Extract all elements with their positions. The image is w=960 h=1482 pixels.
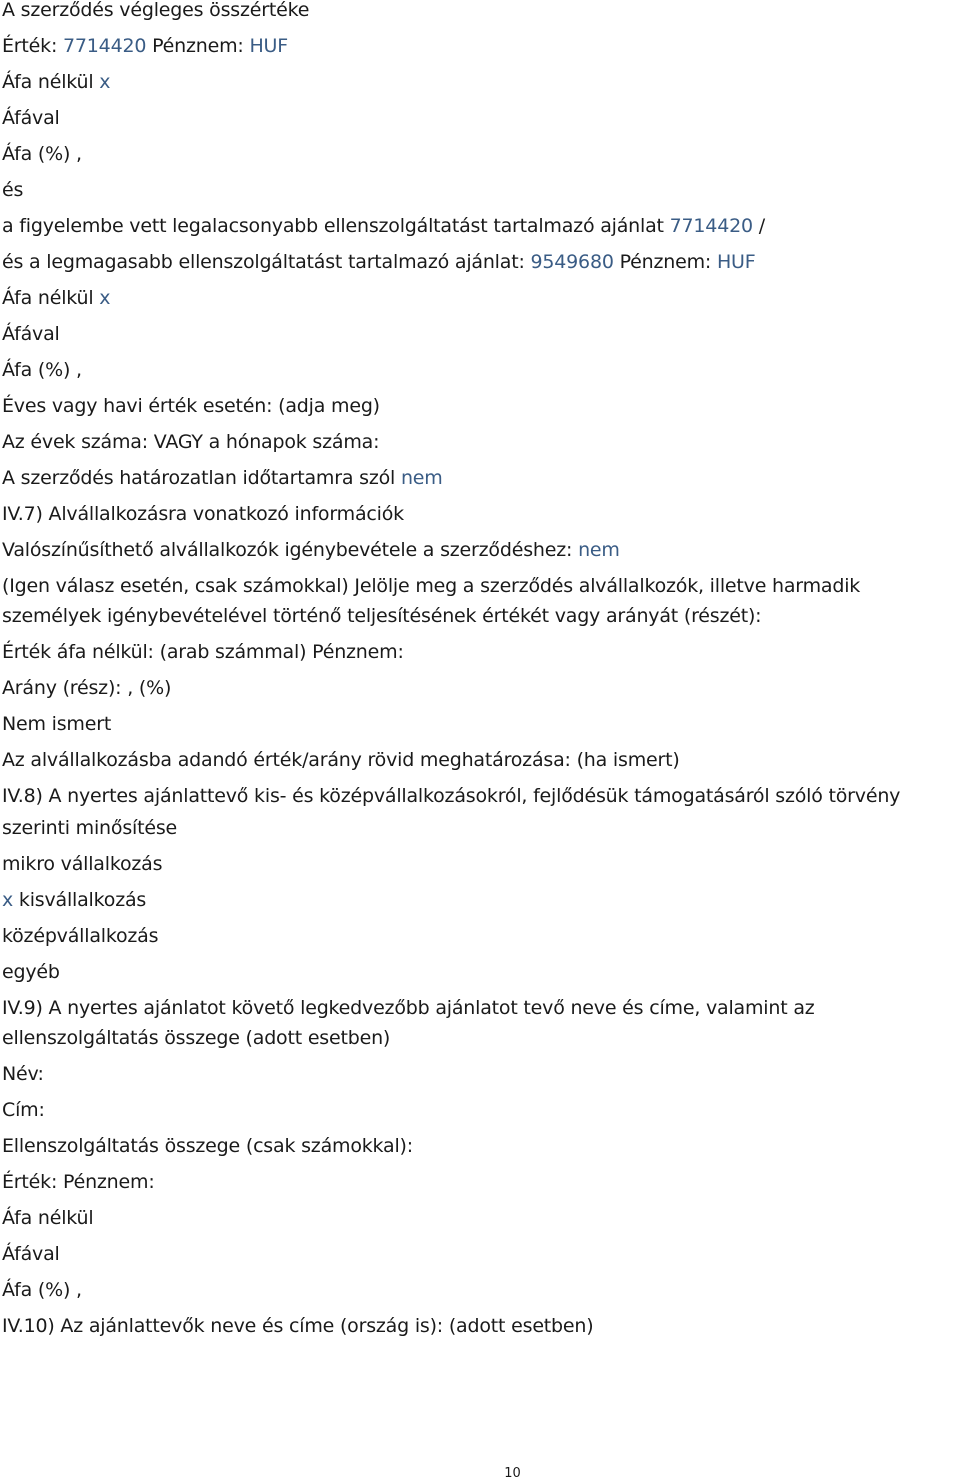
subcontract-ratio-label: Arány (rész): , (%) [2,677,172,699]
subcontract-likely-label: Valószínűsíthető alvállalkozók igénybevétele a szerződéshez: [2,539,573,561]
contract-value-line [2,34,288,58]
name-line [2,1062,44,1086]
highest-offer-line [2,250,755,274]
vat-pct-line [2,142,82,166]
instruction-line-2 [2,604,761,628]
value-currency-line [2,1170,155,1194]
heading-text: IV.10) Az ajánlattevők neve és címe (ország is): (adott esetben) [2,1315,594,1337]
subcontract-ratio-line [2,676,171,700]
option-other [2,960,60,984]
years-line [2,430,379,454]
section-iv9-heading-2 [2,1026,390,1050]
vat-incl-label: Áfával [2,323,60,345]
option-medium [2,924,158,948]
option-label: egyéb [2,961,60,983]
annual-line [2,394,380,418]
vat-incl-label: Áfával [2,1243,60,1265]
vat-incl-line-2 [2,322,60,346]
subcontract-likely-value: nem [578,539,620,561]
highest-offer-value: 9549680 [530,251,614,273]
heading-text: A szerződés végleges összértéke [2,0,310,21]
and-line [2,178,23,202]
instruction-line-1 [2,574,860,598]
vat-pct-line-2 [2,358,82,382]
section-iv7-heading [2,502,404,526]
subcontract-description-line [2,748,680,772]
option-small [2,888,146,912]
unknown-label: Nem ismert [2,713,112,735]
subcontract-value-line [2,640,404,664]
vat-incl-line [2,106,60,130]
name-label: Név: [2,1063,44,1085]
lowest-offer-label: a figyelembe vett legalacsonyabb ellenszolgáltatást tartalmazó ajánlat [2,215,664,237]
vat-pct-label: Áfa (%) , [2,359,82,381]
vat-incl-line-3 [2,1242,60,1266]
amount-label: Ellenszolgáltatás összege (csak számokkal): [2,1135,413,1157]
vat-incl-label: Áfával [2,107,60,129]
years-label: Az évek száma: VAGY a hónapok száma: [2,431,380,453]
vat-excl-label: Áfa nélkül [2,71,94,93]
lowest-offer-value: 7714420 [669,215,753,237]
address-line [2,1098,45,1122]
vat-pct-label: Áfa (%) , [2,1279,82,1301]
and-label: és [2,179,24,201]
value-label: Érték: [2,35,58,57]
vat-excl-mark: x [99,71,111,93]
address-label: Cím: [2,1099,45,1121]
highest-currency-value: HUF [716,251,756,273]
page-number: 10 [504,1466,521,1481]
highest-offer-label: és a legmagasabb ellenszolgáltatást tartalmazó ajánlat: [2,251,525,273]
amount-line [2,1134,413,1158]
section-iv8-heading-1 [2,784,900,808]
subcontract-description-label: Az alvállalkozásba adandó érték/arány rövid meghatározása: (ha ismert) [2,749,680,771]
indefinite-label: A szerződés határozatlan időtartamra szól [2,467,396,489]
slash-separator: / [758,215,765,237]
vat-excl-mark: x [99,287,111,309]
heading-text: ellenszolgáltatás összege (adott esetben) [2,1027,391,1049]
value-currency-label: Érték: Pénznem: [2,1171,155,1193]
vat-excl-line-2 [2,286,110,310]
vat-pct-label: Áfa (%) , [2,143,82,165]
option-label: kisvállalkozás [18,889,147,911]
value-amount: 7714420 [63,35,147,57]
subcontract-likely-line [2,538,620,562]
vat-excl-label: Áfa nélkül [2,1207,94,1229]
vat-pct-line-3 [2,1278,82,1302]
instruction-text: személyek igénybevételével történő teljesítésének értékét vagy arányát (részét): [2,605,762,627]
heading-text: szerinti minősítése [2,817,178,839]
heading-text: IV.9) A nyertes ajánlatot követő legkedvezőbb ajánlatot tevő neve és címe, valamint az [2,997,815,1019]
vat-excl-label: Áfa nélkül [2,287,94,309]
highest-currency-label: Pénznem: [619,251,712,273]
section-iv10-heading [2,1314,593,1338]
currency-value: HUF [249,35,288,57]
indefinite-value: nem [400,467,443,489]
heading-text: IV.7) Alvállalkozásra vonatkozó információk [2,503,404,525]
vat-excl-line [2,70,110,94]
annual-label: Éves vagy havi érték esetén: (adja meg) [2,395,380,417]
indefinite-line [2,466,443,490]
section-iv8-heading-2 [2,816,177,840]
unknown-line [2,712,111,736]
option-label: középvállalkozás [2,925,159,947]
option-micro [2,852,162,876]
option-label: mikro vállalkozás [2,853,163,875]
heading-text: IV.8) A nyertes ajánlattevő kis- és középvállalkozásokról, fejlődésük támogatásáról szóló törvény [2,785,901,807]
subcontract-value-label: Érték áfa nélkül: (arab számmal) Pénznem: [2,641,404,663]
currency-label: Pénznem: [152,35,244,57]
option-mark: x [2,889,14,911]
instruction-text: (Igen válasz esetén, csak számokkal) Jelölje meg a szerződés alvállalkozók, illetve harmadik [2,575,861,597]
lowest-offer-line [2,214,765,238]
vat-excl-line-3 [2,1206,93,1230]
contract-value-heading [2,0,309,22]
section-iv9-heading-1 [2,996,815,1020]
